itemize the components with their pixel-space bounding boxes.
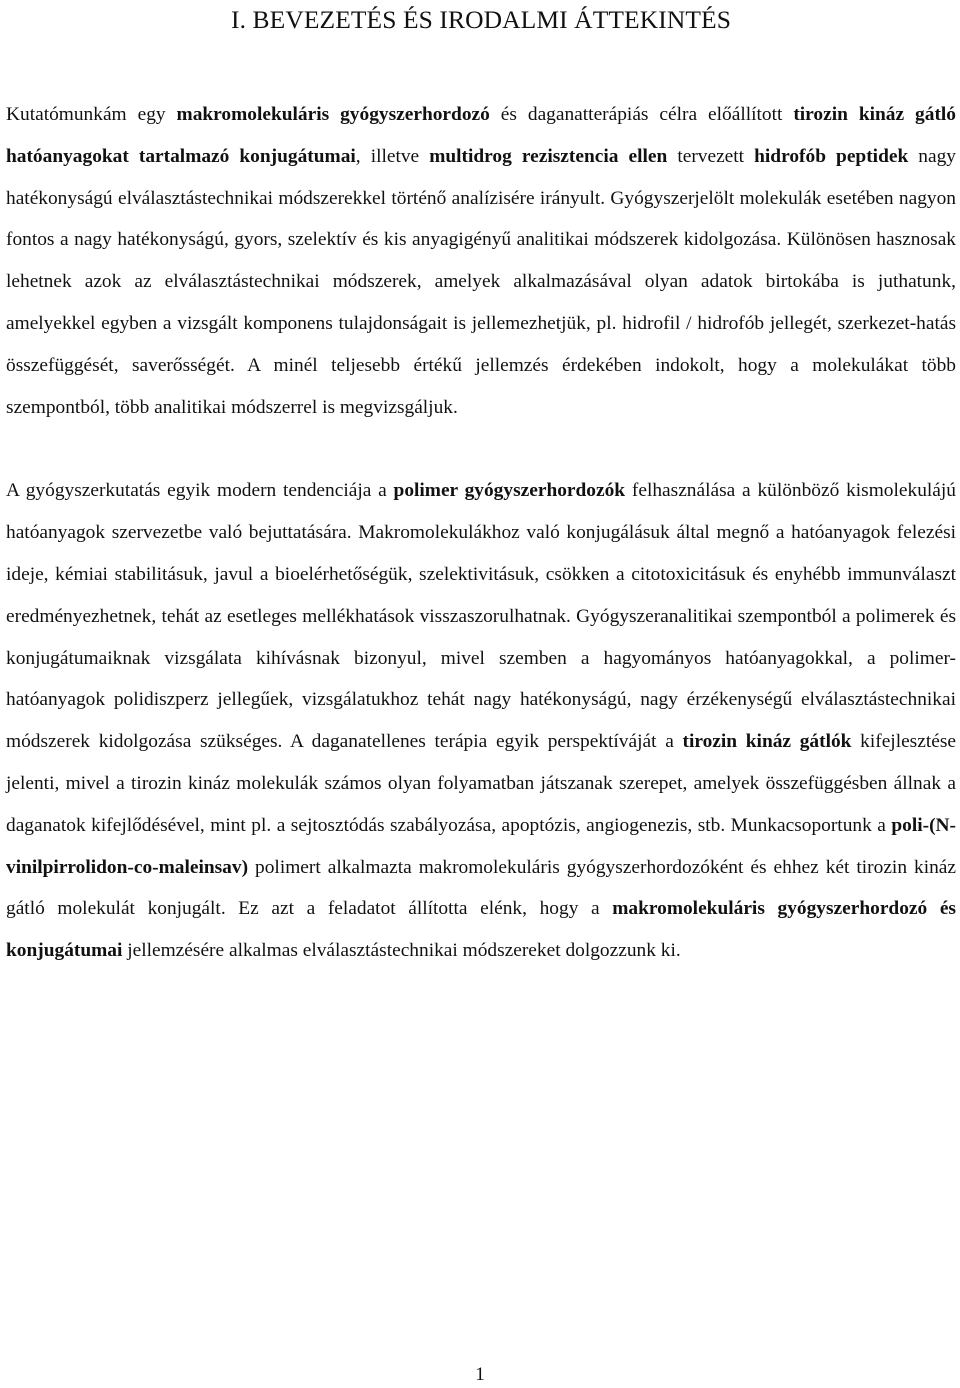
page-number: 1 — [475, 1364, 485, 1385]
text-run: tervezett — [667, 145, 755, 167]
text-run: Kutatómunkám egy — [6, 104, 177, 125]
text-run: nagy hatékonyságú elválasztástechnikai módszerekkel történő analízisére irányult. Gyógyszerjelölt molekulák esetében nagyon fontos a nagy hatékonyságú, gyors, szelektív és kis anyagigényű analitikai módszerek kidolgozása. Különösen hasznosak lehetnek azok az elválasztástechnikai módszerek, amelyek alkalmazásával olyan adatok birtokába is juthatunk, amelyekkel egyben a vizsgált komponens tulajdonságait is jellemezhetjük, pl. hidrofil / hidrofób jellegét, szerkezet-hatás összefüggését, saverősségét. A minél teljesebb értékű jellemzés érdekében indokolt, hogy a molekulákat több szempontból, több analitikai módszerrel is megvizsgáljuk. — [6, 145, 957, 418]
text-run: polimert alkalmazta makromolekuláris gyógyszerhordozóként és ehhez két tirozin kináz gátló molekulát konjugált. Ez azt a feladatot állította elénk, hogy a — [6, 856, 956, 920]
text-run: , illetve — [355, 145, 430, 167]
text-run: felhasználása a különböző kismolekulájú hatóanyagok szervezetbe való bejuttatására. Makromolekulákhoz való konjugálásuk által megnő a hatóanyagok felezési ideje, kémiai stabilitásuk, javul a bioelérhetőségük, szelektivitásuk, csökken a citotoxicitásuk és enyhébb immunválaszt eredményezhetnek, tehát az esetleges mellékhatások visszaszorulhatnak. Gyógyszeranalitikai szempontból a polimerek és konjugátumaiknak vizsgálata kihívásnak bizonyul, mivel szemben a hagyományos hatóanyagokkal, a polimer-hatóanyagok polidiszperz jellegűek, vizsgálatukhoz tehát nagy hatékonyságú, nagy érzékenységű elválasztástechnikai módszerek kidolgozása szükséges. A daganatellenes terápia egyik perspektíváját a — [6, 480, 956, 753]
bold-term: hidrofób peptidek — [754, 145, 909, 167]
document-page — [6, 0, 956, 972]
text-run: jellemzésére alkalmas elválasztástechnikai módszereket dolgozzunk ki. — [122, 940, 681, 962]
bold-term: tirozin kináz gátlók — [682, 731, 852, 753]
text-run: kifejlesztése jelenti, mivel a tirozin kináz molekulák számos olyan folyamatban játszanak szerepet, amelyek összefüggésben állnak a daganatok kifejlődésével, mint pl. a sejtosztódás szabályozása, apoptózis, angiogenezis, stb. Munkacsoportunk a — [6, 731, 956, 836]
bold-term: polimer gyógyszerhordozók — [393, 480, 626, 502]
paragraph-introduction — [6, 94, 956, 428]
bold-term: makromolekuláris gyógyszerhordozó és konjugátumai — [6, 898, 956, 962]
chapter-heading: I. BEVEZETÉS ÉS IRODALMI ÁTTEKINTÉS — [231, 5, 731, 34]
paragraph-polymer-carriers — [6, 470, 956, 972]
bold-term: poli-(N-vinilpirrolidon-co-maleinsav) — [6, 814, 956, 878]
bold-term: makromolekuláris gyógyszerhordozó — [176, 104, 490, 125]
text-run: és daganatterápiás célra előállított — [489, 104, 794, 125]
text-run: A gyógyszerkutatás egyik modern tendenciája a — [6, 480, 394, 502]
bold-term: tirozin kináz gátló hatóanyagokat tartalmazó konjugátumai — [6, 104, 956, 167]
bold-term: multidrog rezisztencia ellen — [429, 145, 668, 167]
